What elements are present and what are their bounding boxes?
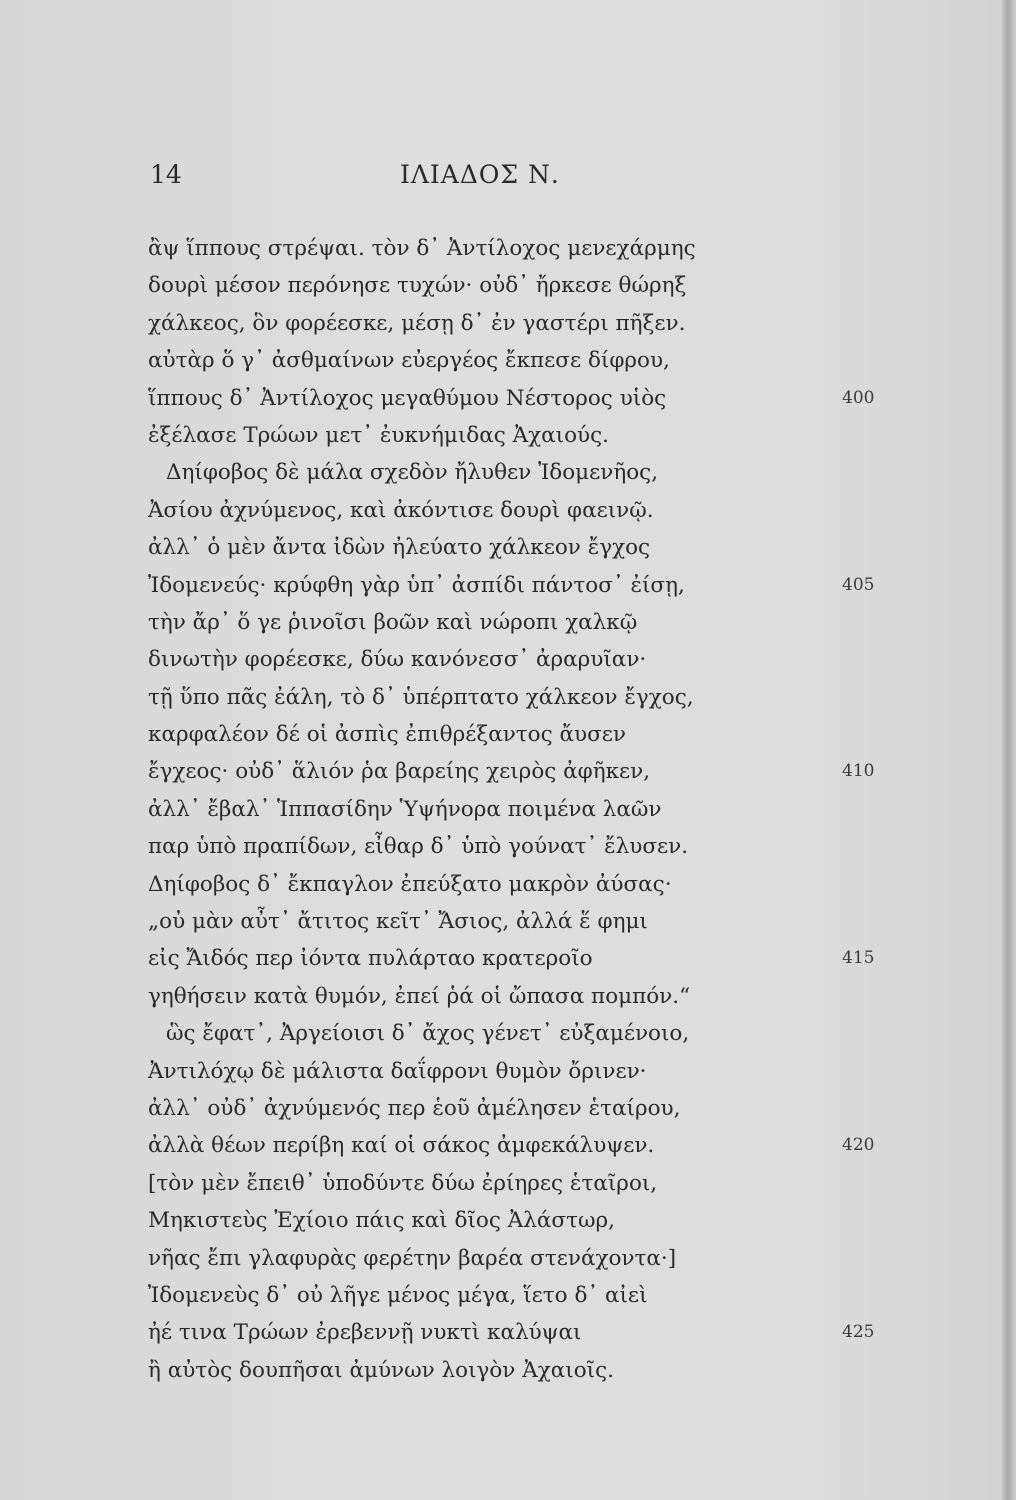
verse-line-text: ἠέ τινα Τρώων ἐρεβεννῇ νυκτὶ καλύψαι — [148, 1320, 582, 1346]
verse-line-text: νῆας ἔπι γλαφυρὰς φερέτην βαρέα στενάχοντα·] — [148, 1245, 677, 1271]
verse-line — [148, 492, 868, 529]
line-number: 405 — [842, 574, 875, 595]
verse-line — [148, 380, 875, 417]
verse-text — [148, 230, 875, 1389]
verse-line-text: ἢ αὐτὸς δουπῆσαι ἀμύνων λοιγὸν Ἀχαιοῖς. — [148, 1357, 614, 1383]
verse-line — [148, 305, 868, 342]
page-header — [150, 160, 790, 196]
verse-line-text: αὐτὰρ ὅ γ᾽ ἀσθμαίνων εὐεργέος ἔκπεσε δίφρου, — [148, 348, 670, 374]
verse-line-text: Ἰδομενεὺς δ᾽ οὐ λῆγε μένος μέγα, ἵετο δ᾽ αἰεὶ — [148, 1282, 648, 1308]
verse-line-text: γηθήσειν κατὰ θυμόν, ἐπεί ῥά οἱ ὤπασα πομπόν.“ — [148, 983, 691, 1009]
verse-line — [148, 267, 868, 304]
verse-line-text: Δηίφοβος δὲ μάλα σχεδὸν ἤλυθεν Ἰδομενῆος, — [166, 460, 659, 486]
line-number: 415 — [842, 948, 875, 969]
verse-line-text: δινωτὴν φορέεσκε, δύω κανόνεσσ᾽ ἀραρυῖαν· — [148, 647, 647, 673]
verse-line-text: ὣς ἔφατ᾽, Ἀργείοισι δ᾽ ἄχος γένετ᾽ εὐξαμένοιο, — [166, 1021, 690, 1047]
verse-line — [148, 1053, 868, 1090]
verse-line — [148, 1127, 875, 1164]
verse-line-text: ἀλλ᾽ ὁ μὲν ἄντα ἰδὼν ἠλεύατο χάλκεον ἔγχος — [148, 535, 651, 561]
verse-line — [148, 567, 875, 604]
page-edge — [1002, 0, 1016, 1500]
verse-line — [148, 230, 868, 267]
verse-line-text: Ἀσίου ἀχνύμενος, καὶ ἀκόντισε δουρὶ φαεινῷ. — [148, 497, 654, 523]
verse-line — [148, 903, 868, 940]
verse-line-text: ἵππους δ᾽ Ἀντίλοχος μεγαθύμου Νέστορος υἱὸς — [148, 385, 667, 411]
line-number: 400 — [842, 387, 875, 408]
verse-line — [148, 1240, 868, 1277]
verse-line-text: δουρὶ μέσον περόνησε τυχών· οὐδ᾽ ἤρκεσε θώρηξ — [148, 273, 687, 299]
verse-line-text: Ἀντιλόχῳ δὲ μάλιστα δαΐφρονι θυμὸν ὄρινεν· — [148, 1058, 647, 1084]
line-number: 420 — [842, 1135, 875, 1156]
line-number: 410 — [842, 761, 875, 782]
verse-line — [148, 828, 868, 865]
verse-line-text: „οὐ μὰν αὖτ᾽ ἄτιτος κεῖτ᾽ Ἄσιος, ἀλλά ἕ φημι — [148, 909, 648, 935]
verse-line — [148, 417, 868, 454]
verse-line-text: τῇ ὕπο πᾶς ἐάλη, τὸ δ᾽ ὑπέρπτατο χάλκεον ἔγχος, — [148, 684, 694, 710]
line-number: 425 — [842, 1322, 875, 1343]
verse-line-text: Δηίφοβος δ᾽ ἔκπαγλον ἐπεύξατο μακρὸν ἀύσας· — [148, 871, 672, 897]
verse-line — [148, 604, 868, 641]
verse-line — [148, 342, 868, 379]
verse-line-text: ἀλλ᾽ οὐδ᾽ ἀχνύμενός περ ἑοῦ ἀμέλησεν ἑταίρου, — [148, 1095, 681, 1121]
verse-line-text: ἀλλ᾽ ἔβαλ᾽ Ἱππασίδην Ὑψήνορα ποιμένα λαῶν — [148, 796, 662, 822]
verse-line-text: Μηκιστεὺς Ἐχίοιο πάις καὶ δῖος Ἀλάστωρ, — [148, 1208, 615, 1234]
verse-line — [148, 641, 868, 678]
verse-line-text: ἔγχεος· οὐδ᾽ ἅλιόν ῥα βαρείης χειρὸς ἀφῆκεν, — [148, 759, 651, 785]
verse-line — [148, 1202, 868, 1239]
verse-line-text: καρφαλέον δέ οἱ ἀσπὶς ἐπιθρέξαντος ἄυσεν — [148, 722, 626, 748]
verse-line — [148, 978, 868, 1015]
verse-line — [148, 1165, 868, 1202]
verse-line — [148, 454, 868, 491]
verse-line-text: [τὸν μὲν ἔπειθ᾽ ὑποδύντε δύω ἐρίηρες ἑταῖροι, — [148, 1170, 658, 1196]
verse-line-text: χάλκεος, ὃν φορέεσκε, μέσῃ δ᾽ ἐν γαστέρι πῆξεν. — [148, 310, 686, 336]
page-number: 14 — [150, 160, 182, 189]
verse-line — [148, 716, 868, 753]
verse-line — [148, 1314, 875, 1351]
verse-line-text: ἂψ ἵππους στρέψαι. τὸν δ᾽ Ἀντίλοχος μενεχάρμης — [148, 236, 696, 261]
running-title: ΙΛΙΑΔΟΣ Ν. — [400, 160, 560, 189]
verse-line-text: ἀλλὰ θέων περίβη καί οἱ σάκος ἀμφεκάλυψεν. — [148, 1133, 655, 1159]
verse-line-text: Ἰδομενεύς· κρύφθη γὰρ ὑπ᾽ ἀσπίδι πάντοσ᾽ ἐίσῃ, — [148, 572, 685, 598]
verse-line — [148, 679, 868, 716]
verse-line — [148, 1090, 868, 1127]
verse-line — [148, 1277, 868, 1314]
verse-line-text: παρ ὑπὸ πραπίδων, εἶθαρ δ᾽ ὑπὸ γούνατ᾽ ἔλυσεν. — [148, 834, 689, 860]
verse-line-text: τὴν ἄρ᾽ ὅ γε ῥινοῖσι βοῶν καὶ νώροπι χαλκῷ — [148, 609, 638, 635]
verse-line — [148, 753, 875, 790]
verse-line-text: ἐξέλασε Τρώων μετ᾽ ἐυκνήμιδας Ἀχαιούς. — [148, 422, 609, 448]
verse-line-text: εἰς Ἄιδός περ ἰόντα πυλάρταο κρατεροῖο — [148, 946, 593, 972]
verse-line — [148, 529, 868, 566]
verse-line — [148, 866, 868, 903]
verse-line — [148, 940, 875, 977]
verse-line — [148, 791, 868, 828]
verse-line — [148, 1015, 868, 1052]
verse-line — [148, 1352, 868, 1389]
